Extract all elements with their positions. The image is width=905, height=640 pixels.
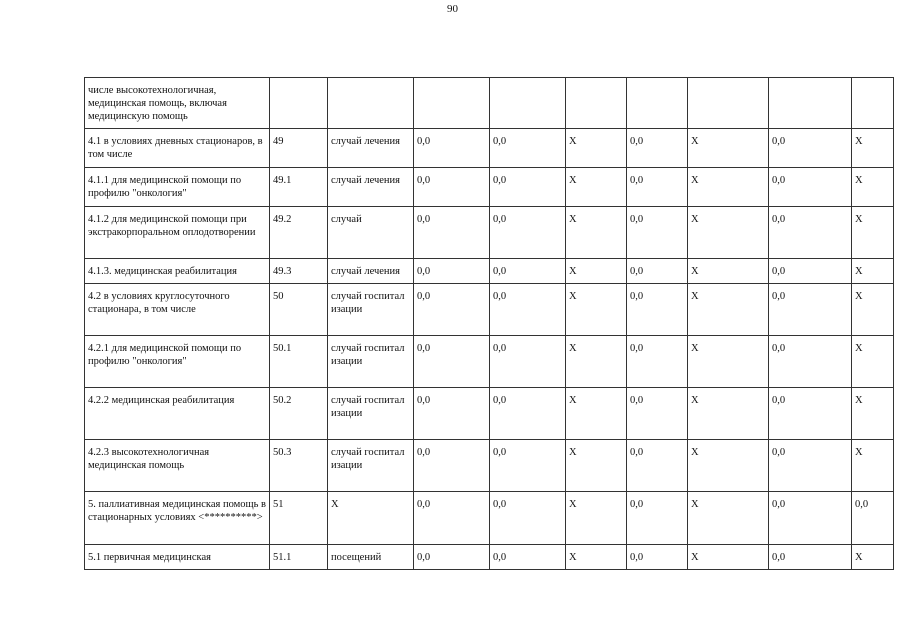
table-row [85,284,894,336]
table-cell: 0,0 [414,440,490,492]
table-cell: 0,0 [769,492,852,545]
table-cell [769,78,852,129]
table-cell: X [688,129,769,168]
table-cell: X [566,336,627,388]
table-cell: 0,0 [627,336,688,388]
table-cell: 0,0 [490,284,566,336]
table-cell: X [852,259,894,284]
table-cell: X [566,207,627,259]
table-row [85,259,894,284]
table-cell: X [566,284,627,336]
table-cell: 4.1 в условиях дневных стационаров, в том числе [85,129,270,168]
table-cell: X [566,492,627,545]
table-cell: X [688,207,769,259]
table-cell: 4.2.3 высокотехнологичная медицинская помощь [85,440,270,492]
table-cell [688,78,769,129]
table-cell: 0,0 [769,129,852,168]
table-cell: 0,0 [627,545,688,570]
table-cell: 0,0 [414,207,490,259]
table-cell: 0,0 [627,492,688,545]
table-row [85,78,894,129]
table-cell: 0,0 [414,259,490,284]
table-cell: 0,0 [414,388,490,440]
table-cell: X [852,168,894,207]
table-cell: 0,0 [414,284,490,336]
table-cell: 5.1 первичная медицинская [85,545,270,570]
table-cell: случай лечения [328,259,414,284]
table-cell: X [688,284,769,336]
table-cell [328,78,414,129]
table-cell: 49.2 [270,207,328,259]
table-cell: 51.1 [270,545,328,570]
table-cell: 50 [270,284,328,336]
table-cell: 0,0 [414,129,490,168]
table-cell: 0,0 [414,168,490,207]
table-cell: посещений [328,545,414,570]
table-cell: 0,0 [627,440,688,492]
table-cell: случай госпитализации [328,388,414,440]
table-cell: X [852,440,894,492]
table-cell: 50.3 [270,440,328,492]
table-cell [270,78,328,129]
table-cell [414,78,490,129]
table-cell: 0,0 [490,545,566,570]
table-cell: 0,0 [769,168,852,207]
table-cell: 4.1.1 для медицинской помощи по профилю "онкология" [85,168,270,207]
table-cell [566,78,627,129]
table-cell: X [852,336,894,388]
table-cell: X [688,545,769,570]
table-cell: случай госпитализации [328,440,414,492]
table-cell: X [566,168,627,207]
table-cell: 0,0 [769,284,852,336]
table-cell: 0,0 [769,440,852,492]
table-cell: 0,0 [490,336,566,388]
table-cell: 49.3 [270,259,328,284]
table-cell: X [566,388,627,440]
table-cell: X [852,545,894,570]
table-cell: X [566,129,627,168]
table-cell: 0,0 [769,388,852,440]
table-cell: X [688,336,769,388]
table-row [85,129,894,168]
table-cell: 49.1 [270,168,328,207]
table-cell: 4.2.2 медицинская реабилитация [85,388,270,440]
table-cell: X [566,545,627,570]
table-cell [627,78,688,129]
table-row [85,388,894,440]
table-row [85,492,894,545]
table-cell: X [566,440,627,492]
table-cell: X [852,284,894,336]
table-cell: случай лечения [328,129,414,168]
table-cell: 51 [270,492,328,545]
table-row [85,168,894,207]
table-cell: 0,0 [769,336,852,388]
table-cell: 4.2.1 для медицинской помощи по профилю "онкология" [85,336,270,388]
page-number: 90 [447,3,458,15]
table-cell: X [852,129,894,168]
table-cell: 0,0 [627,129,688,168]
table-cell: случай госпитализации [328,336,414,388]
table-cell: X [688,492,769,545]
table-cell: 4.1.3. медицинская реабилитация [85,259,270,284]
table-cell: числе высокотехнологичная, медицинская помощь, включая медицинскую помощь [85,78,270,129]
table-cell: X [688,168,769,207]
table-cell: 0,0 [490,388,566,440]
table-cell: 0,0 [490,207,566,259]
table-cell: 0,0 [414,336,490,388]
table-cell: X [688,259,769,284]
table-cell: 4.1.2 для медицинской помощи при экстракорпоральном оплодотворении [85,207,270,259]
table-cell: 4.2 в условиях круглосуточного стационара, в том числе [85,284,270,336]
table-cell: 0,0 [627,388,688,440]
table-cell: 50.2 [270,388,328,440]
table-row [85,545,894,570]
table-row [85,207,894,259]
table-cell: 0,0 [852,492,894,545]
table-cell [852,78,894,129]
table-row [85,440,894,492]
table-cell: 0,0 [627,259,688,284]
table-cell: 5. паллиативная медицинская помощь в стационарных условиях <**********> [85,492,270,545]
table-cell: случай [328,207,414,259]
table-cell: 0,0 [490,259,566,284]
table-cell: X [328,492,414,545]
table-cell: 0,0 [627,207,688,259]
table-cell: X [852,207,894,259]
table-cell: 0,0 [414,545,490,570]
table-cell: 0,0 [490,129,566,168]
table-cell: X [852,388,894,440]
data-table [84,77,894,570]
table-cell: 0,0 [490,440,566,492]
table-cell: случай лечения [328,168,414,207]
table-cell: 0,0 [769,259,852,284]
table-cell: 50.1 [270,336,328,388]
table-cell: 0,0 [769,545,852,570]
table-cell: 0,0 [490,492,566,545]
table-row [85,336,894,388]
table-cell: 0,0 [627,168,688,207]
table-cell: 0,0 [627,284,688,336]
table-cell: 0,0 [414,492,490,545]
table-cell: случай госпитализации [328,284,414,336]
table-cell: 0,0 [490,168,566,207]
table-cell: 0,0 [769,207,852,259]
table-cell: 49 [270,129,328,168]
table-cell [490,78,566,129]
table-cell: X [566,259,627,284]
table-cell: X [688,388,769,440]
table-cell: X [688,440,769,492]
